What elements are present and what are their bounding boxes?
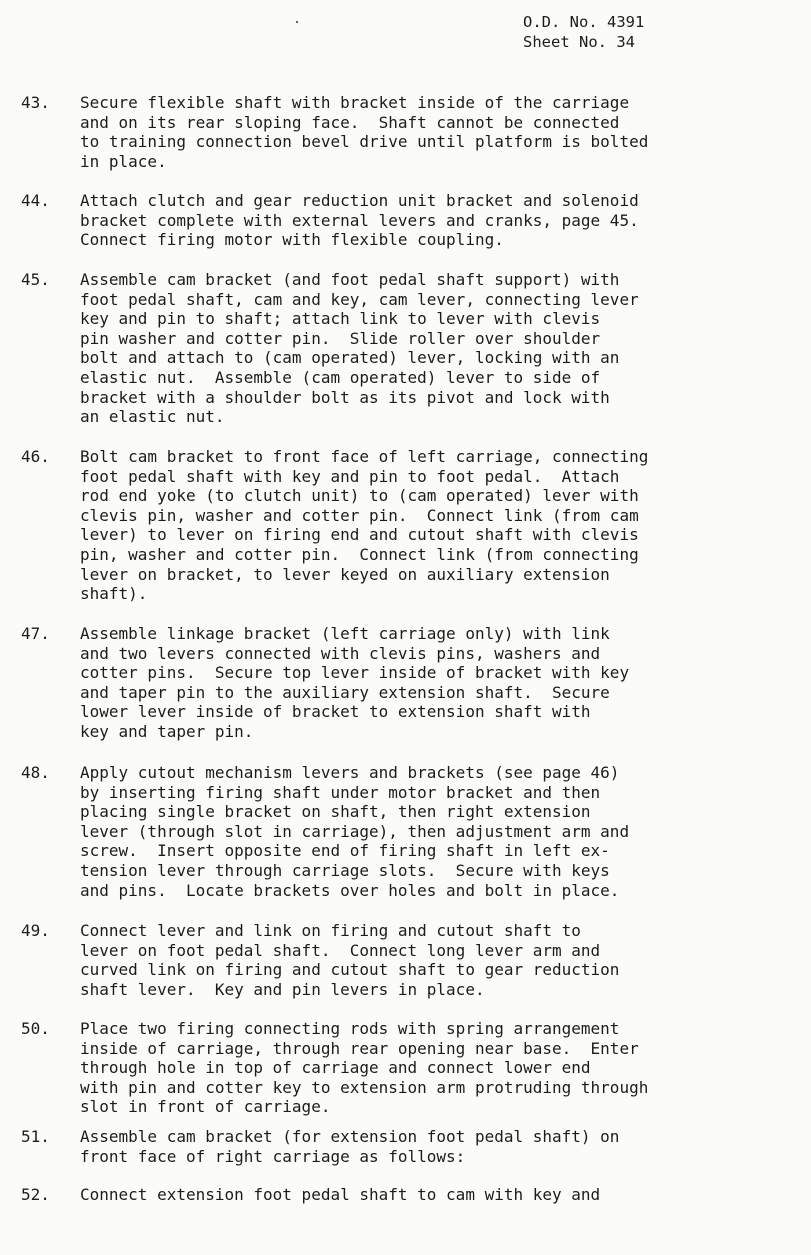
item-text (80, 1127, 619, 1166)
text-line: Attach clutch and gear reduction unit bracket and solenoid (80, 191, 639, 210)
item-number: 43. (21, 93, 50, 112)
item-number: 47. (21, 624, 50, 643)
text-line: shaft). (80, 584, 148, 604)
item-number: 48. (21, 763, 50, 782)
item-text (80, 447, 648, 604)
text-line: Secure flexible shaft with bracket inside of the carriage (80, 93, 630, 112)
item-number: 50. (21, 1019, 50, 1038)
text-line: front face of right carriage as follows: (80, 1146, 466, 1166)
text-line: pin washer and cotter pin. Slide roller over shoulder (80, 328, 601, 348)
item-number: 51. (21, 1127, 50, 1146)
item-text (80, 93, 648, 171)
paper-speck (296, 21, 298, 23)
text-line: pin, washer and cotter pin. Connect link (from connecting (80, 544, 639, 564)
text-line: shaft lever. Key and pin levers in place. (80, 979, 485, 999)
text-line: clevis pin, washer and cotter pin. Connect link (from cam (80, 505, 639, 525)
text-line: slot in front of carriage. (80, 1097, 331, 1117)
document-header (523, 12, 644, 52)
text-line: bracket complete with external levers and cranks, page 45. (80, 210, 639, 230)
text-line: Connect extension foot pedal shaft to cam with key and (80, 1185, 601, 1204)
od-number: O.D. No. 4391 (523, 13, 645, 31)
text-line: an elastic nut. (80, 407, 225, 427)
text-line: placing single bracket on shaft, then right extension (80, 802, 591, 822)
text-line: and on its rear sloping face. Shaft cannot be connected (80, 112, 620, 132)
item-text (80, 763, 629, 900)
text-line: foot pedal shaft, cam and key, cam lever, connecting lever (80, 289, 639, 309)
item-number: 46. (21, 447, 50, 466)
item-number: 45. (21, 270, 50, 289)
text-line: Connect firing motor with flexible coupling. (80, 230, 504, 250)
text-line: to training connection bevel drive until platform is bolted (80, 132, 649, 152)
item-number: 49. (21, 921, 50, 940)
item-text (80, 191, 639, 250)
text-line: elastic nut. Assemble (cam operated) lever to side of (80, 367, 601, 387)
sheet-number: Sheet No. 34 (523, 33, 635, 51)
text-line: through hole in top of carriage and connect lower end (80, 1058, 591, 1078)
text-line: foot pedal shaft with key and pin to foot pedal. Attach (80, 466, 620, 486)
text-line: with pin and cotter key to extension arm protruding through (80, 1077, 649, 1097)
item-text (80, 1019, 648, 1117)
text-line: key and pin to shaft; attach link to lever with clevis (80, 309, 601, 329)
text-line: tension lever through carriage slots. Secure with keys (80, 860, 610, 880)
text-line: lower lever inside of bracket to extension shaft with (80, 702, 591, 722)
text-line: lever on bracket, to lever keyed on auxiliary extension (80, 564, 610, 584)
item-text (80, 624, 629, 742)
text-line: key and taper pin. (80, 721, 254, 741)
text-line: cotter pins. Secure top lever inside of bracket with key (80, 663, 630, 683)
text-line: Assemble cam bracket (and foot pedal shaft support) with (80, 270, 620, 289)
text-line: and two levers connected with clevis pins, washers and (80, 643, 601, 663)
text-line: Place two firing connecting rods with spring arrangement (80, 1019, 620, 1038)
text-line: lever) to lever on firing end and cutout shaft with clevis (80, 525, 639, 545)
text-line: bracket with a shoulder bolt as its pivot and lock with (80, 387, 610, 407)
text-line: and pins. Locate brackets over holes and bolt in place. (80, 880, 620, 900)
item-number: 44. (21, 191, 50, 210)
text-line: in place. (80, 151, 167, 171)
text-line: Assemble linkage bracket (left carriage only) with link (80, 624, 610, 643)
text-line: inside of carriage, through rear opening near base. Enter (80, 1038, 639, 1058)
text-line: Bolt cam bracket to front face of left carriage, connecting (80, 447, 649, 466)
item-text (80, 1185, 600, 1205)
text-line: bolt and attach to (cam operated) lever, locking with an (80, 348, 620, 368)
text-line: screw. Insert opposite end of firing shaft in left ex- (80, 841, 610, 861)
text-line: lever on foot pedal shaft. Connect long lever arm and (80, 940, 601, 960)
item-text (80, 921, 619, 999)
text-line: and taper pin to the auxiliary extension shaft. Secure (80, 682, 610, 702)
text-line: lever (through slot in carriage), then adjustment arm and (80, 821, 630, 841)
text-line: rod end yoke (to clutch unit) to (cam operated) lever with (80, 486, 639, 506)
text-line: Assemble cam bracket (for extension foot pedal shaft) on (80, 1127, 620, 1146)
item-number: 52. (21, 1185, 50, 1204)
text-line: Apply cutout mechanism levers and brackets (see page 46) (80, 763, 620, 782)
text-line: Connect lever and link on firing and cutout shaft to (80, 921, 581, 940)
text-line: by inserting firing shaft under motor bracket and then (80, 782, 601, 802)
text-line: curved link on firing and cutout shaft to gear reduction (80, 960, 620, 980)
item-text (80, 270, 639, 427)
